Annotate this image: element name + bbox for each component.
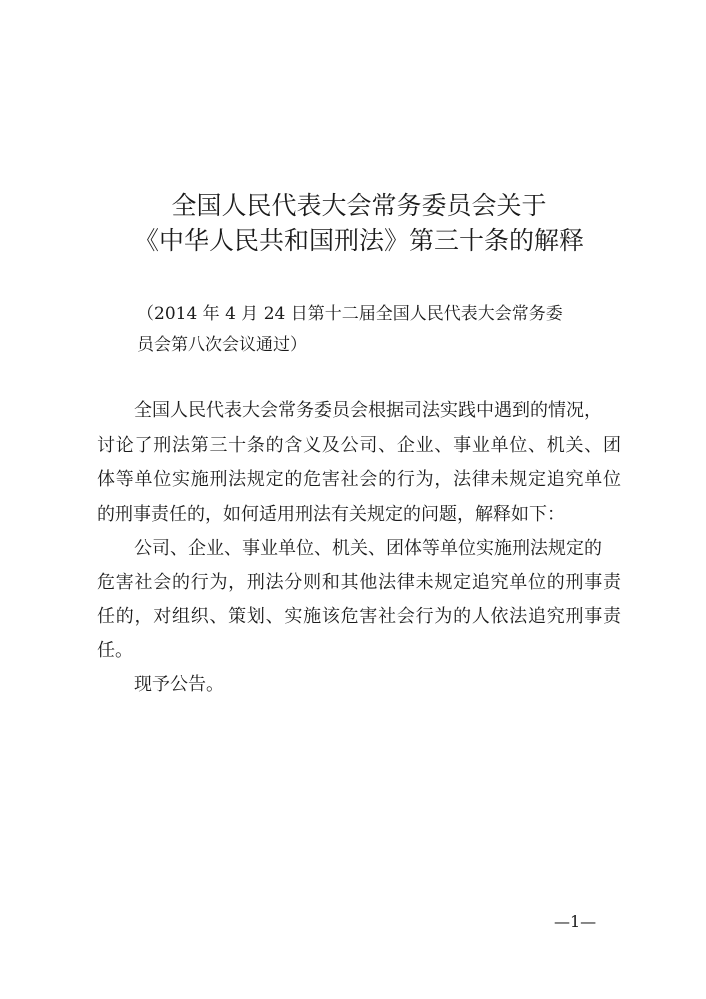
adoption-note-line-1: （2014 年 4 月 24 日第十二届全国人民代表大会常务委 <box>137 304 563 324</box>
body-line-2: 讨论了刑法第三十条的含义及公司、企业、事业单位、机关、团 <box>97 435 621 456</box>
adoption-note-line-2: 员会第八次会议通过） <box>137 335 307 355</box>
page-number: —1— <box>554 912 597 931</box>
body-line-9: 现予公告。 <box>134 674 224 695</box>
body-line-5: 公司、企业、事业单位、机关、团体等单位实施刑法规定的 <box>134 538 602 559</box>
body-line-4: 的刑事责任的，如何适用刑法有关规定的问题，解释如下： <box>97 504 565 525</box>
document-title-line-1: 全国人民代表大会常务委员会关于 <box>171 191 547 220</box>
body-line-1: 全国人民代表大会常务委员会根据司法实践中遇到的情况， <box>134 400 602 421</box>
body-line-6: 危害社会的行为，刑法分则和其他法律未规定追究单位的刑事责 <box>97 572 621 593</box>
body-line-3: 体等单位实施刑法规定的危害社会的行为，法律未规定追究单位 <box>97 469 621 490</box>
body-line-7: 任的，对组织、策划、实施该危害社会行为的人依法追究刑事责 <box>97 606 621 627</box>
body-line-8: 任。 <box>97 640 133 661</box>
document-title-line-2: 《中华人民共和国刑法》第三十条的解释 <box>133 226 584 255</box>
